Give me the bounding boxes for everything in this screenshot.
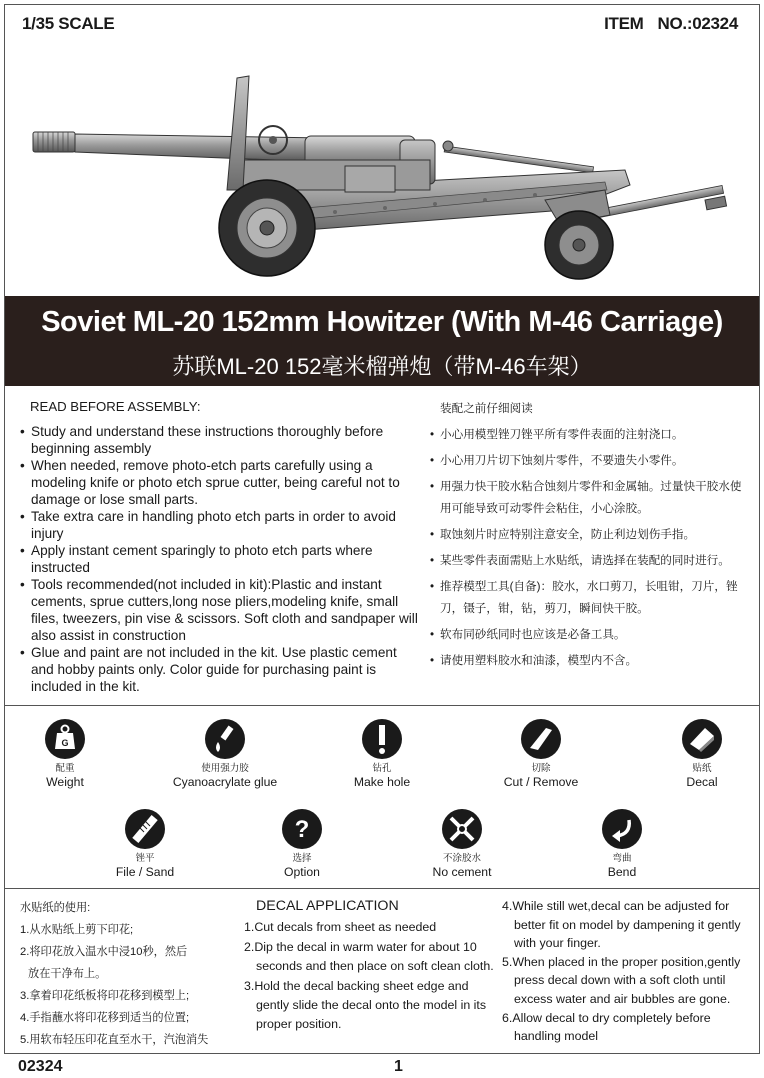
footer-item-code: 02324 [18,1058,63,1075]
instruction-item-cn: • 软布同砂纸同时也应该是必备工具。 [430,624,750,646]
instruction-item: • Study and understand these instructions thoroughly before beginning assembly [20,423,420,457]
svg-text:?: ? [294,816,310,843]
decal-step: 6.Allow decal to dry completely before handling model [502,1010,711,1044]
instructions-heading: READ BEFORE ASSEMBLY: [30,399,201,414]
legend-label-en: File / Sand [115,865,175,879]
legend-label-cn: 选择 [292,853,312,864]
instruction-item-cn: • 取蚀刻片时应特别注意安全，防止利边划伤手指。 [430,524,750,546]
legend-label-cn: 钻孔 [372,763,392,774]
decal-instructions-en [244,897,504,1035]
decal-step: 5.When placed in the proper position,gently press decal down with a soft cloth until excess water and air bubbles are gone. [502,954,741,1006]
bend-icon [601,808,643,850]
symbol-legend [5,718,759,888]
decal-heading: DECAL APPLICATION [256,898,399,914]
legend-label-cn: 弯曲 [612,853,632,864]
decal-line-cn: 4.手指蘸水将印花移到适当的位置; [20,1012,190,1024]
decal-line-cn: 1.从水贴纸上剪下印花; [20,924,134,936]
instructions-english [20,398,420,695]
legend-label-en: Bend [607,865,637,879]
legend-label-en: Decal [686,775,718,789]
legend-decal [622,718,764,789]
legend-label-en: Option [284,865,320,879]
decal-step: 3.Hold the decal backing sheet edge and gently slide the decal onto the model in its proper position. [244,978,487,1032]
legend-label-cn: 贴纸 [692,763,712,774]
legend-file [65,808,225,879]
legend-label-en: Weight [46,775,84,789]
item-label: ITEM [604,14,644,33]
cut-icon [520,718,562,760]
legend-no-cement [382,808,542,879]
instruction-item: • Apply instant cement sparingly to photo etch parts where instructed [20,542,420,576]
decal-line-cn: 放在干净布上。 [28,968,107,980]
glue-icon [204,718,246,760]
legend-weight [0,718,145,789]
legend-drill [302,718,462,789]
scale-label: 1/35 SCALE [22,14,115,33]
instructions-heading-cn: 装配之前仔细阅读 [440,402,533,415]
decal-instructions-cn [20,897,250,1051]
divider [5,705,759,706]
decal-icon [681,718,723,760]
instruction-item-cn: • 用强力快干胶水粘合蚀刻片零件和金属轴。过量快干胶水使用可能导致可动零件会粘住，小心涂胶。 [430,476,750,520]
instruction-item-cn: • 某些零件表面需贴上水贴纸，请选择在装配的同时进行。 [430,550,750,572]
decal-step: 1.Cut decals from sheet as needed [244,920,437,935]
instruction-item-cn: • 推荐模型工具(自备)：胶水，水口剪刀，长咀钳，刀片，锉刀，镊子，钳，钻，剪刀，瞬间快干胶。 [430,576,750,620]
legend-label-en: Make hole [353,775,411,789]
no-cement-icon [441,808,483,850]
instruction-item-cn: • 请使用塑料胶水和油漆，模型内不含。 [430,650,750,672]
instruction-item-cn: • 小心用模型锉刀锉平所有零件表面的注射浇口。 [430,424,750,446]
title-english: Soviet ML-20 152mm Howitzer (With M-46 Carriage) [41,306,723,338]
legend-glue [145,718,305,789]
legend-label-en: Cyanoacrylate glue [172,775,278,789]
question-icon [281,808,323,850]
legend-label-cn: 锉平 [135,853,155,864]
legend-label-cn: 切除 [531,763,551,774]
decal-step: 4.While still wet,decal can be adjusted for better fit on model by dampening it gently with your finger. [502,899,741,951]
decal-line-cn: 5.用软布轻压印花直至水干，汽泡消失 [20,1034,209,1046]
legend-label-cn: 配重 [55,763,75,774]
instruction-item: • Tools recommended(not included in kit):Plastic and instant cements, sprue cutters,long nose pliers,modeling knife, small files, tweezers, pin vise & scissors. Soft cloth and sandpaper will also assist in construction [20,576,420,644]
instruction-item: • When needed, remove photo-etch parts carefully using a modeling knife or photo etch sprue cutter, being careful not to damage or lose small parts. [20,457,420,508]
decal-instructions-en-continued [502,897,754,1046]
file-icon [124,808,166,850]
legend-cut [461,718,621,789]
legend-label-cn: 不涂胶水 [442,853,481,864]
weight-icon [44,718,86,760]
legend-bend [542,808,702,879]
legend-option [222,808,382,879]
legend-label-en: Cut / Remove [503,775,579,789]
howitzer-illustration [5,40,759,296]
title-chinese: 苏联ML-20 152毫米榴弹炮（带M-46车架） [172,354,592,379]
legend-label-cn: 使用强力胶 [201,763,249,774]
decal-line-cn: 3.拿着印花纸板将印花移到模型上; [20,990,190,1002]
decal-heading-cn: 水贴纸的使用: [20,902,91,914]
instruction-item: • Glue and paint are not included in the kit. Use plastic cement and hobby paints only. Color guide for purchasing paint is included in the kit. [20,644,420,695]
legend-label-en: No cement [432,865,492,879]
decal-step: 2.Dip the decal in warm water for about 10 seconds and then place on soft clean cloth. [244,939,494,974]
instruction-item: • Take extra care in handling photo etch parts in order to avoid injury [20,508,420,542]
item-number [590,14,738,34]
svg-text:G: G [61,738,69,748]
title-band [5,296,759,386]
divider [5,888,759,889]
page-number: 1 [394,1058,403,1075]
decal-line-cn: 2.将印花放入温水中浸10秒，然后 [20,946,188,958]
instructions-chinese [430,398,750,676]
drill-icon [361,718,403,760]
item-code: NO.:02324 [657,14,738,33]
instruction-item-cn: • 小心用刀片切下蚀刻片零件，不要遗失小零件。 [430,450,750,472]
